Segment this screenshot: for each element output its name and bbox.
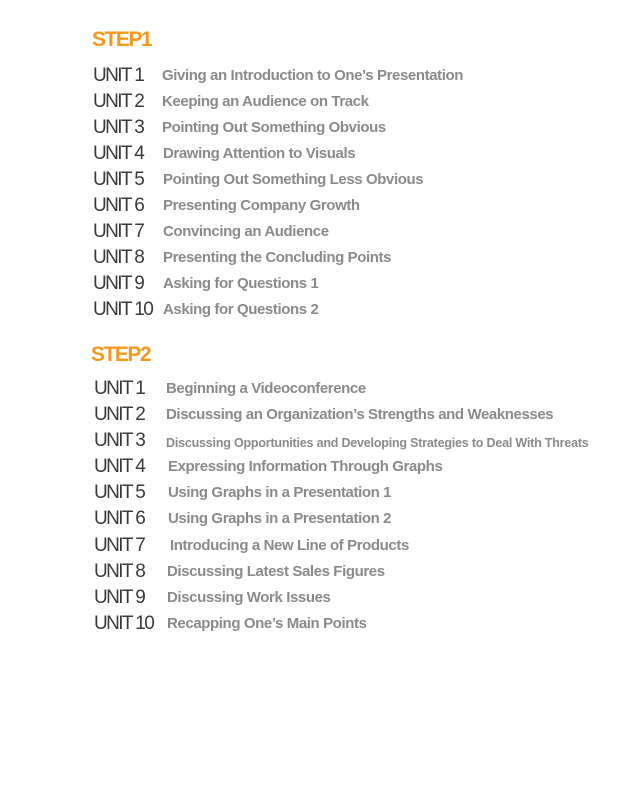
unit-title: Giving an Introduction to One’s Presentation bbox=[162, 67, 464, 84]
unit-title: Keeping an Audience on Track bbox=[162, 93, 369, 110]
unit-label: UNIT 3 bbox=[94, 430, 145, 451]
unit-title: Discussing an Organization’s Strengths and Weaknesses bbox=[166, 406, 554, 423]
unit-title: Drawing Attention to Visuals bbox=[163, 145, 356, 162]
unit-label: UNIT 8 bbox=[94, 561, 145, 582]
unit-label: UNIT 7 bbox=[93, 221, 144, 242]
unit-label: UNIT 1 bbox=[93, 65, 144, 86]
unit-label: UNIT 6 bbox=[94, 508, 145, 529]
unit-label: UNIT 2 bbox=[94, 404, 145, 425]
unit-title: Asking for Questions 2 bbox=[163, 301, 319, 318]
unit-label: UNIT 3 bbox=[93, 117, 144, 138]
unit-title: Using Graphs in a Presentation 1 bbox=[168, 484, 392, 501]
unit-title: Using Graphs in a Presentation 2 bbox=[168, 510, 392, 527]
unit-label: UNIT 10 bbox=[93, 299, 153, 320]
unit-title: Discussing Work Issues bbox=[167, 589, 331, 606]
step1-heading: STEP1 bbox=[92, 28, 152, 51]
unit-title: Pointing Out Something Obvious bbox=[162, 119, 386, 136]
unit-label: UNIT 9 bbox=[93, 273, 144, 294]
unit-title: Beginning a Videoconference bbox=[166, 380, 366, 397]
unit-title: Discussing Opportunities and Developing Strategies to Deal With Threats bbox=[166, 436, 589, 450]
unit-title: Presenting the Concluding Points bbox=[163, 249, 392, 266]
unit-label: UNIT 5 bbox=[94, 482, 145, 503]
unit-label: UNIT 5 bbox=[93, 169, 144, 190]
unit-title: Presenting Company Growth bbox=[163, 197, 360, 214]
unit-label: UNIT 10 bbox=[94, 613, 154, 634]
unit-label: UNIT 7 bbox=[94, 535, 145, 556]
unit-label: UNIT 8 bbox=[93, 247, 144, 268]
unit-title: Asking for Questions 1 bbox=[163, 275, 319, 292]
unit-label: UNIT 6 bbox=[93, 195, 144, 216]
unit-label: UNIT 9 bbox=[94, 587, 145, 608]
unit-title: Recapping One’s Main Points bbox=[167, 615, 367, 632]
unit-title: Discussing Latest Sales Figures bbox=[167, 563, 385, 580]
unit-title: Introducing a New Line of Products bbox=[170, 537, 409, 554]
unit-title: Expressing Information Through Graphs bbox=[168, 458, 443, 475]
step2-heading: STEP2 bbox=[91, 343, 151, 366]
unit-title: Pointing Out Something Less Obvious bbox=[163, 171, 424, 188]
unit-title: Convincing an Audience bbox=[163, 223, 329, 240]
unit-label: UNIT 2 bbox=[93, 91, 144, 112]
unit-label: UNIT 4 bbox=[93, 143, 144, 164]
unit-label: UNIT 1 bbox=[94, 378, 145, 399]
unit-label: UNIT 4 bbox=[94, 456, 145, 477]
